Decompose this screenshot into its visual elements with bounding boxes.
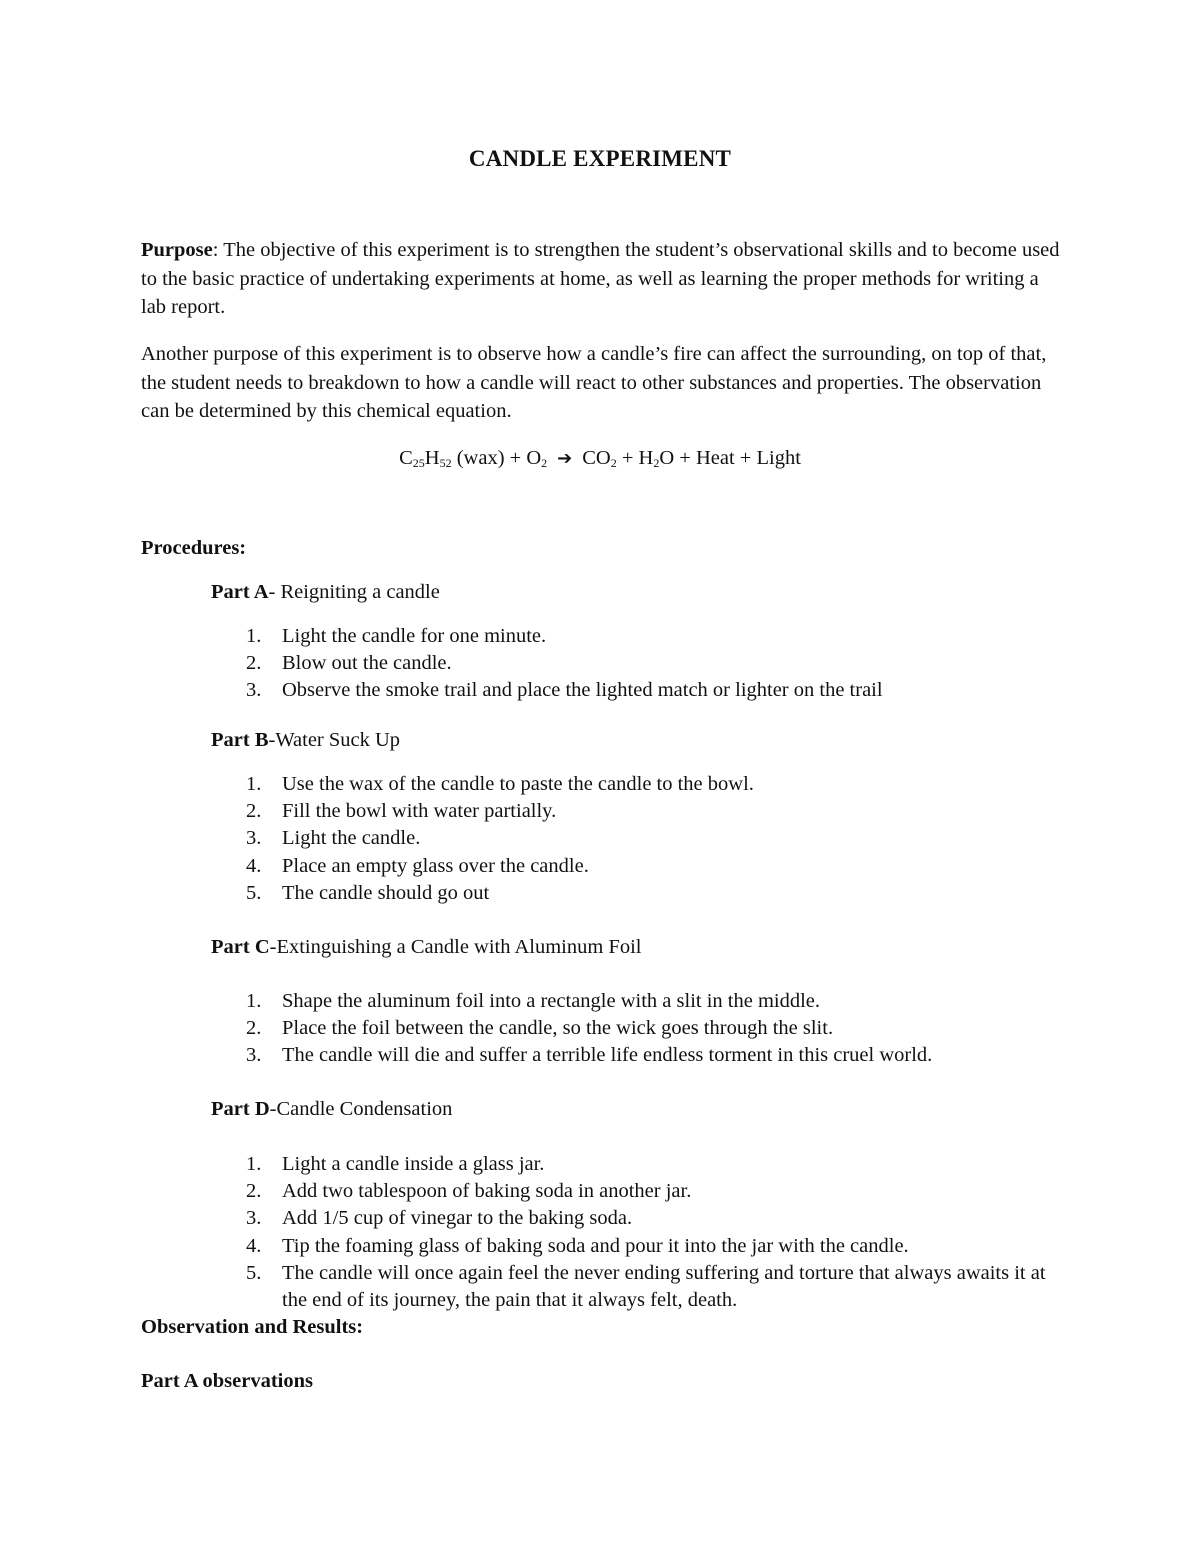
part-a-title: - Reigniting a candle [268, 581, 440, 603]
list-item-text: The candle should go out [282, 881, 490, 904]
part-c-heading [211, 933, 641, 961]
list-item-text: Light the candle. [282, 827, 421, 850]
list-number: 1. [246, 773, 262, 795]
list-item [240, 825, 1070, 852]
list-number: 4. [246, 1234, 262, 1257]
list-number: 1. [246, 1153, 262, 1175]
list-number: 3. [246, 1044, 262, 1067]
list-item [240, 1151, 1070, 1178]
part-b-list [240, 771, 1070, 907]
eq-co-sub: 2 [610, 456, 617, 470]
list-item [240, 1205, 1070, 1232]
part-d-label: Part D [211, 1098, 270, 1120]
list-item [240, 677, 1070, 704]
eq-oxygen-sub: 2 [541, 456, 548, 470]
list-number: 5. [246, 881, 262, 904]
list-item-text: Place the foil between the candle, so the wick goes through the slit. [282, 1017, 834, 1040]
list-number: 2. [246, 1017, 262, 1040]
arrow-icon: ➔ [557, 448, 573, 469]
list-item [240, 1042, 1070, 1069]
chemical-equation [0, 444, 1200, 473]
list-item-text: Light the candle for one minute. [282, 625, 547, 647]
list-item-text: Blow out the candle. [282, 652, 452, 675]
list-number: 4. [246, 854, 262, 877]
eq-wax-oxygen: (wax) + O [451, 447, 542, 469]
part-d-list [240, 1151, 1070, 1314]
procedures-heading: Procedures: [141, 537, 247, 559]
list-number: 3. [246, 1207, 262, 1230]
list-number: 1. [246, 990, 262, 1012]
list-item-text: Observe the smoke trail and place the lighted match or lighter on the trail [282, 679, 883, 702]
list-item-text: Add two tablespoon of baking soda in another jar. [282, 1180, 692, 1203]
eq-carbon: C [399, 447, 413, 469]
part-a-observations-heading: Part A observations [141, 1370, 313, 1392]
eq-hydrogen: H [424, 447, 440, 469]
purpose-text: : The objective of this experiment is to strengthen the student’s observational skills and to become used to the basic practice of undertaking experiments at home, as well as learning the proper methods for writing a lab report. [141, 239, 1060, 318]
list-number: 2. [246, 652, 262, 675]
list-number: 3. [246, 827, 262, 850]
part-a-heading [211, 578, 440, 606]
list-item [240, 798, 1070, 825]
part-b-heading [211, 726, 400, 754]
list-number: 3. [246, 679, 262, 702]
purpose-label: Purpose [141, 239, 213, 261]
eq-carbon-sub: 25 [412, 456, 425, 470]
list-number: 5. [246, 1261, 262, 1284]
eq-hydrogen-sub: 52 [439, 456, 452, 470]
purpose-paragraph-2: Another purpose of this experiment is to observe how a candle’s fire can affect the surrounding, on top of that, the student needs to breakdown to how a candle will react to other substances and properties. The observation can be determined by this chemical equation. [141, 343, 1047, 422]
part-a-list [240, 623, 1070, 705]
observation-heading: Observation and Results: [141, 1316, 364, 1338]
list-item [240, 1260, 1070, 1314]
document-title: CANDLE EXPERIMENT [468, 146, 732, 171]
list-number: 2. [246, 800, 262, 823]
list-item [240, 650, 1070, 677]
list-item [240, 988, 1070, 1015]
list-item-text: Place an empty glass over the candle. [282, 854, 589, 877]
list-item-text: Tip the foaming glass of baking soda and pour it into the jar with the candle. [282, 1234, 909, 1257]
list-item-text: Light a candle inside a glass jar. [282, 1153, 545, 1175]
part-b-label: Part B [211, 729, 269, 751]
list-item [240, 623, 1070, 650]
purpose-paragraph [141, 236, 1061, 322]
list-item-text: The candle will die and suffer a terrible life endless torment in this cruel world. [282, 1044, 933, 1067]
list-item [240, 771, 1070, 798]
eq-plus-h: + H [616, 447, 654, 469]
list-number: 2. [246, 1180, 262, 1203]
list-item-text: The candle will once again feel the never ending suffering and torture that always awaits it at the end of its journey, the pain that it always felt, death. [282, 1261, 1046, 1312]
part-d-title: -Candle Condensation [269, 1098, 453, 1120]
list-item-text: Add 1/5 cup of vinegar to the baking soda. [282, 1207, 633, 1230]
eq-co: CO [582, 447, 611, 469]
part-b-title: -Water Suck Up [268, 729, 401, 751]
part-c-list [240, 988, 1070, 1070]
list-item-text: Shape the aluminum foil into a rectangle with a slit in the middle. [282, 990, 821, 1012]
list-item [240, 1233, 1070, 1260]
part-d-heading [211, 1095, 452, 1123]
list-item-text: Use the wax of the candle to paste the candle to the bowl. [282, 773, 754, 795]
list-item [240, 1015, 1070, 1042]
eq-rest: O + Heat + Light [659, 447, 801, 469]
list-item [240, 853, 1070, 880]
list-item [240, 880, 1070, 907]
list-item-text: Fill the bowl with water partially. [282, 800, 557, 823]
list-item [240, 1178, 1070, 1205]
eq-h2-sub: 2 [653, 456, 660, 470]
part-a-label: Part A [211, 581, 269, 603]
part-c-label: Part C [211, 936, 270, 958]
part-c-title: -Extinguishing a Candle with Aluminum Foil [269, 936, 642, 958]
list-number: 1. [246, 625, 262, 647]
